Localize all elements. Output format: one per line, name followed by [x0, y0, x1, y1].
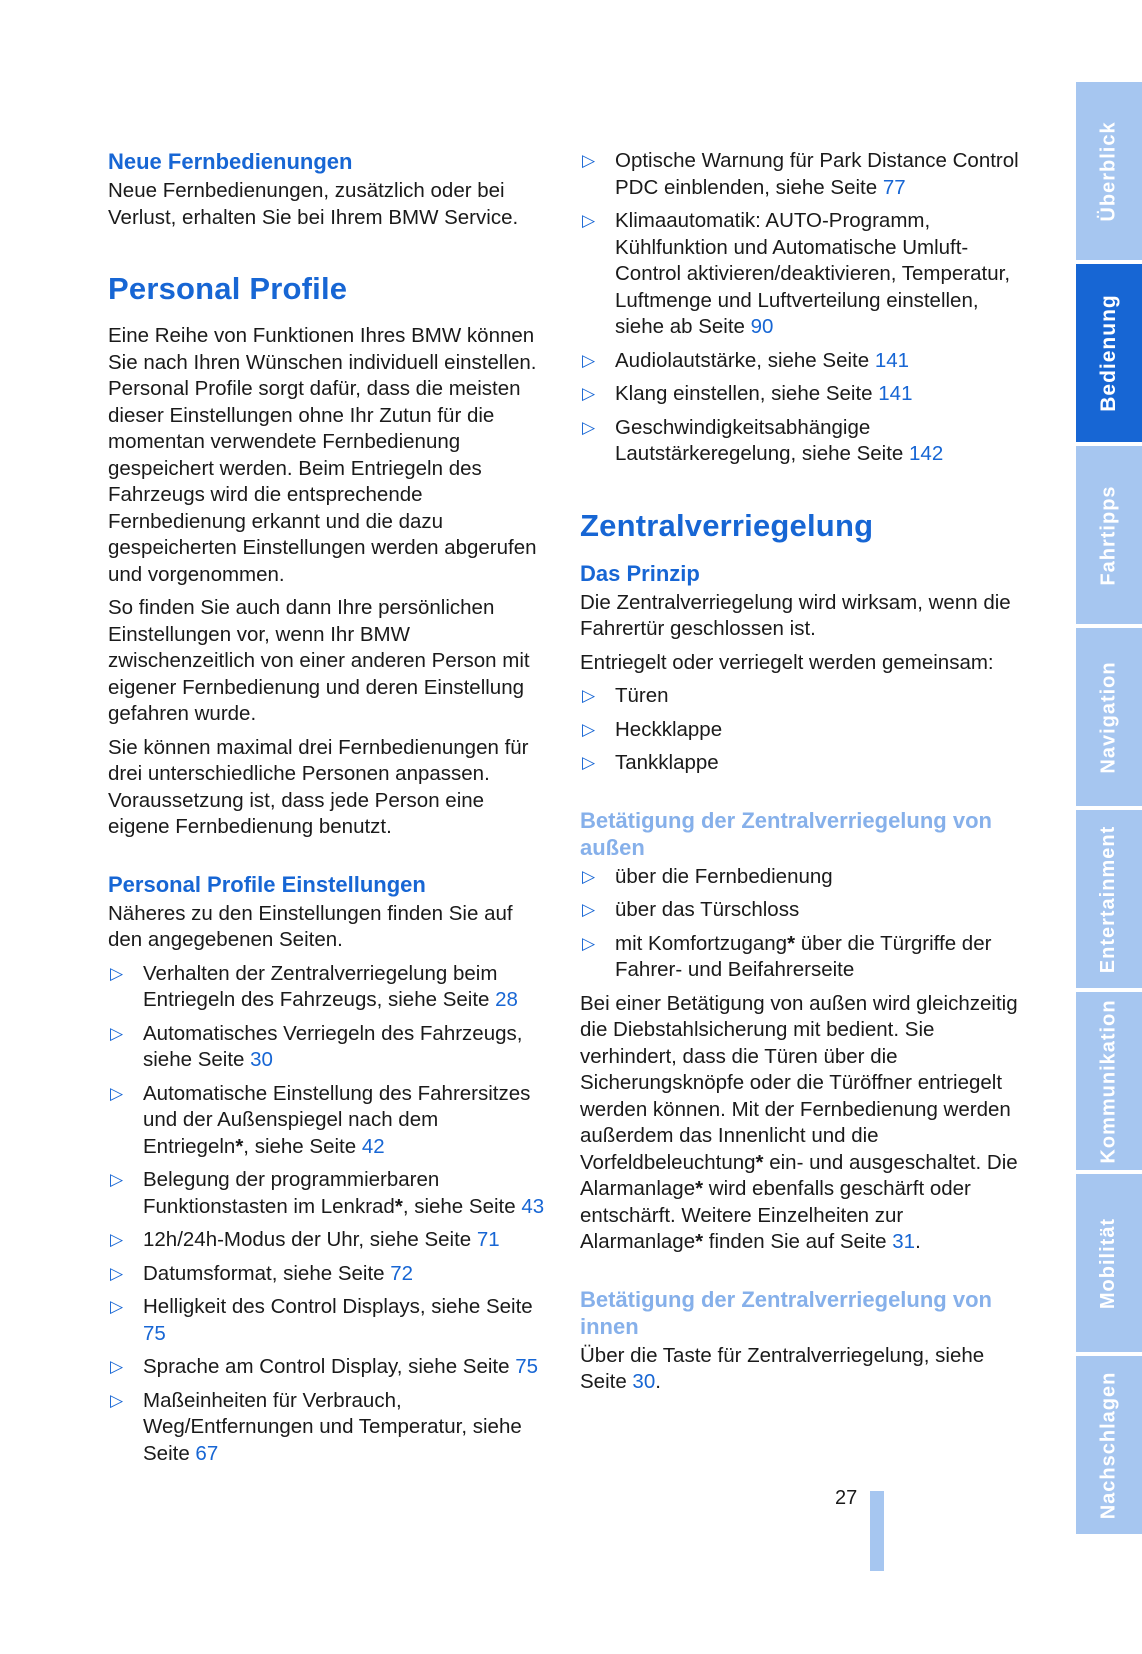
- page-number-bar: [870, 1491, 884, 1571]
- page-reference-link[interactable]: 141: [878, 382, 913, 405]
- tab-bedienung[interactable]: Bedienung: [1076, 264, 1142, 442]
- page-reference-link[interactable]: 141: [874, 348, 910, 372]
- list-item: ▷ über das Türschloss: [580, 897, 1020, 924]
- prinzip-list: [580, 683, 1020, 777]
- list-item: ▷ Sprache am Control Display, siehe Seite 75: [108, 1354, 548, 1381]
- list-item: ▷ Optische Warnung für Park Distance Control PDC einblenden, siehe Seite 77: [582, 149, 1019, 199]
- list-item: ▷ Verhalten der Zentralverriegelung beim Entriegeln des Fahrzeugs, siehe Seite 28: [110, 961, 518, 1011]
- arrow-bullet-icon: ▷: [582, 686, 596, 705]
- page-reference-link[interactable]: 77: [882, 175, 906, 199]
- arrow-bullet-icon: ▷: [582, 151, 596, 170]
- chapter-sidebar: [1076, 82, 1142, 1538]
- arrow-bullet-icon: ▷: [110, 1297, 124, 1316]
- page-reference-link[interactable]: 72: [390, 1261, 414, 1285]
- paragraph: So finden Sie auch dann Ihre persönlichen Einstellungen vor, wenn Ihr BMW zwischenzeitlich von einer anderen Person mit eigener Fernbedienung und deren Einstellung gefahren wurde.: [108, 596, 530, 725]
- tab-navigation[interactable]: Navigation: [1076, 628, 1142, 806]
- tab-ueberblick[interactable]: Überblick: [1076, 82, 1142, 260]
- page-reference-link[interactable]: 67: [195, 1441, 219, 1465]
- page-reference-link[interactable]: 142: [909, 442, 944, 465]
- page-reference-link[interactable]: 43: [521, 1194, 545, 1218]
- left-column: [108, 148, 548, 1474]
- list-item: ▷ Audiolautstärke, siehe Seite 141: [580, 348, 1020, 375]
- arrow-bullet-icon: ▷: [582, 753, 596, 772]
- list-item: ▷ Datumsformat, siehe Seite 72: [108, 1261, 548, 1288]
- arrow-bullet-icon: ▷: [582, 900, 596, 919]
- optional-equipment-star: *: [235, 1134, 244, 1158]
- page-number: 27: [835, 1487, 858, 1509]
- arrow-bullet-icon: ▷: [110, 1023, 124, 1043]
- paragraph: Sie können maximal drei Fernbedienungen für drei unterschiedliche Personen anpassen. Voraussetzung ist, dass jede Person eine eigene Fernbedienung benutzt.: [108, 735, 529, 838]
- optional-equipment-star: *: [695, 1177, 704, 1200]
- list-item: ▷ 12h/24h-Modus der Uhr, siehe Seite 71: [108, 1227, 548, 1254]
- section-title-neue-fernbedienungen: Neue Fernbedienungen: [108, 149, 353, 174]
- aussen-list: [580, 864, 1020, 984]
- section-title-personal-profile-einstellungen: Personal Profile Einstellungen: [108, 871, 426, 897]
- tab-mobilitaet[interactable]: Mobilität: [1076, 1174, 1142, 1352]
- page-reference-link[interactable]: 28: [495, 988, 518, 1011]
- list-item: ▷ Klimaautomatik: AUTO-Programm, Kühlfunktion und Automatische Umluft-Control aktivieren/deaktivieren, Temperatur, Luftmenge und Luftverteilung einstellen, siehe ab Seite 90: [582, 209, 1011, 338]
- arrow-bullet-icon: ▷: [110, 1357, 124, 1376]
- arrow-bullet-icon: ▷: [582, 933, 596, 953]
- list-item: ▷ Klang einstellen, siehe Seite 141: [580, 381, 1020, 408]
- arrow-bullet-icon: ▷: [110, 1170, 124, 1189]
- arrow-bullet-icon: ▷: [582, 719, 596, 739]
- page-reference-link[interactable]: 75: [515, 1355, 539, 1378]
- arrow-bullet-icon: ▷: [582, 350, 596, 370]
- paragraph: Eine Reihe von Funktionen Ihres BMW können Sie nach Ihren Wünschen individuell einstellen. Personal Profile sorgt dafür, dass die meisten dieser Einstellungen ohne Ihr Zutun für die momentan verwendete Fernbedienung gespeichert werden. Beim Entriegeln des Fahrzeugs wird die entsprechende Fernbedienung erkannt und die dazu gespeicherten Einstellungen werden abgerufen und vorgenommen.: [108, 324, 537, 586]
- page-reference-link[interactable]: 75: [143, 1321, 166, 1345]
- list-item: ▷ Tankklappe: [580, 750, 1020, 777]
- paragraph: Näheres zu den Einstellungen finden Sie auf den angegebenen Seiten.: [108, 901, 513, 951]
- paragraph: Entriegelt oder verriegelt werden gemeinsam:: [580, 650, 994, 674]
- optional-equipment-star: *: [755, 1150, 764, 1174]
- page-reference-link[interactable]: 30: [250, 1048, 273, 1071]
- page-reference-link[interactable]: 90: [750, 315, 774, 338]
- arrow-bullet-icon: ▷: [582, 384, 596, 403]
- paragraph: Bei einer Betätigung von außen wird gleichzeitig die Diebstahlsicherung mit bedient. Sie verhindert, dass die Türen über die Sicherungsknöpfe oder die Türöffner entriegelt werden können. Mit der Fernbedienung werden außerdem das Innenlicht und die Vorfeldbeleuchtung* ein- und ausgeschaltet. Die Alarmanlage* wird ebenfalls geschärft oder entschärft. Weitere Einzelheiten zur Alarmanlage* finden Sie auf Seite 31.: [580, 991, 1018, 1253]
- section-title-das-prinzip: Das Prinzip: [580, 560, 700, 586]
- list-item: ▷ Helligkeit des Control Displays, siehe Seite 75: [110, 1295, 533, 1345]
- page-reference-link[interactable]: 71: [476, 1228, 500, 1251]
- page-reference-link[interactable]: 30: [632, 1370, 656, 1393]
- section-title-betaetigung-aussen: Betätigung der Zentralverriegelung von außen: [580, 807, 992, 860]
- list-item: ▷ Geschwindigkeitsabhängige Lautstärkeregelung, siehe Seite 142: [582, 415, 944, 465]
- paragraph: Neue Fernbedienungen, zusätzlich oder bei Verlust, erhalten Sie bei Ihrem BMW Service.: [108, 179, 519, 229]
- arrow-bullet-icon: ▷: [110, 1390, 124, 1410]
- arrow-bullet-icon: ▷: [110, 963, 124, 983]
- tab-kommunikation[interactable]: Kommunikation: [1076, 992, 1142, 1170]
- arrow-bullet-icon: ▷: [582, 211, 596, 230]
- chapter-title-personal-profile: Personal Profile: [108, 271, 348, 306]
- list-item: ▷ Belegung der programmierbaren Funktionstasten im Lenkrad*, siehe Seite 43: [110, 1168, 545, 1218]
- tab-fahrtipps[interactable]: Fahrtipps: [1076, 446, 1142, 624]
- paragraph: Die Zentralverriegelung wird wirksam, wenn die Fahrertür geschlossen ist.: [580, 590, 1011, 640]
- chapter-title-zentralverriegelung: Zentralverriegelung: [580, 507, 874, 543]
- paragraph: Über die Taste für Zentralverriegelung, siehe Seite 30.: [580, 1343, 985, 1393]
- list-item: ▷ Türen: [580, 683, 1020, 710]
- page-reference-link[interactable]: 42: [361, 1134, 385, 1158]
- page-reference-link[interactable]: 31: [892, 1230, 916, 1253]
- section-title-betaetigung-innen: Betätigung der Zentralverriegelung von innen: [580, 1286, 992, 1339]
- optional-equipment-star: *: [787, 931, 796, 955]
- optional-equipment-star: *: [394, 1194, 403, 1218]
- arrow-bullet-icon: ▷: [110, 1263, 124, 1283]
- list-item: ▷ Heckklappe: [580, 717, 1020, 744]
- arrow-bullet-icon: ▷: [582, 417, 596, 437]
- arrow-bullet-icon: ▷: [582, 866, 596, 886]
- arrow-bullet-icon: ▷: [110, 1083, 124, 1103]
- list-item: ▷ Automatische Einstellung des Fahrersitzes und der Außenspiegel nach dem Entriegeln*, siehe Seite 42: [110, 1081, 531, 1158]
- arrow-bullet-icon: ▷: [110, 1230, 124, 1249]
- tab-nachschlagen[interactable]: Nachschlagen: [1076, 1356, 1142, 1534]
- settings-list: [108, 961, 548, 1468]
- list-item: ▷ mit Komfortzugang* über die Türgriffe der Fahrer- und Beifahrerseite: [582, 931, 992, 981]
- right-column: [580, 148, 1020, 1403]
- tab-entertainment[interactable]: Entertainment: [1076, 810, 1142, 988]
- settings-list-continued: [580, 148, 1020, 468]
- optional-equipment-star: *: [695, 1230, 704, 1253]
- list-item: ▷ Maßeinheiten für Verbrauch, Weg/Entfernungen und Temperatur, siehe Seite 67: [110, 1388, 522, 1465]
- list-item: ▷ Automatisches Verriegeln des Fahrzeugs, siehe Seite 30: [110, 1021, 523, 1071]
- list-item: ▷ über die Fernbedienung: [580, 864, 1020, 891]
